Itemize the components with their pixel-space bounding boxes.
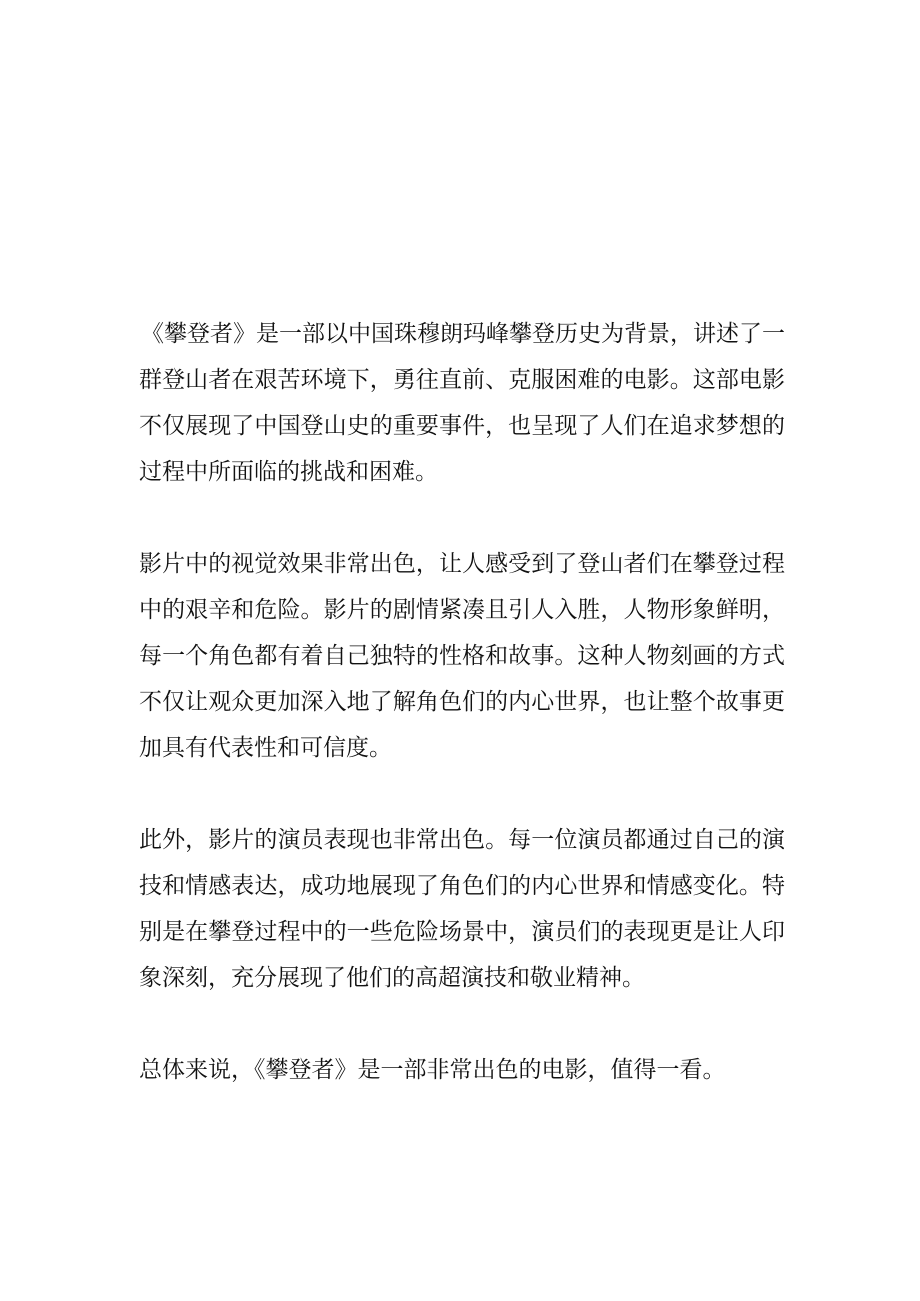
paragraph-conclusion: 总体来说，《攀登者》是一部非常出色的电影，值得一看。 bbox=[139, 1057, 726, 1083]
document-body bbox=[139, 311, 785, 1093]
paragraph-visual-effects: 影片中的视觉效果非常出色，让人感受到了登山者们在攀登过程中的艰辛和危险。影片的剧情紧凑且引人入胜，人物形象鲜明，每一个角色都有着自己独特的性格和故事。这种人物刻画的方式不仅让观众更加深入地了解角色们的内心世界，也让整个故事更加具有代表性和可信度。 bbox=[139, 551, 785, 761]
paragraph-acting: 此外，影片的演员表现也非常出色。每一位演员都通过自己的演技和情感表达，成功地展现了角色们的内心世界和情感变化。特别是在攀登过程中的一些危险场景中，演员们的表现更是让人印象深刻，充分展现了他们的高超演技和敬业精神。 bbox=[139, 827, 785, 991]
paragraph-intro: 《攀登者》是一部以中国珠穆朗玛峰攀登历史为背景，讲述了一群登山者在艰苦环境下，勇往直前、克服困难的电影。这部电影不仅展现了中国登山史的重要事件，也呈现了人们在追求梦想的过程中所面临的挑战和困难。 bbox=[139, 321, 785, 485]
